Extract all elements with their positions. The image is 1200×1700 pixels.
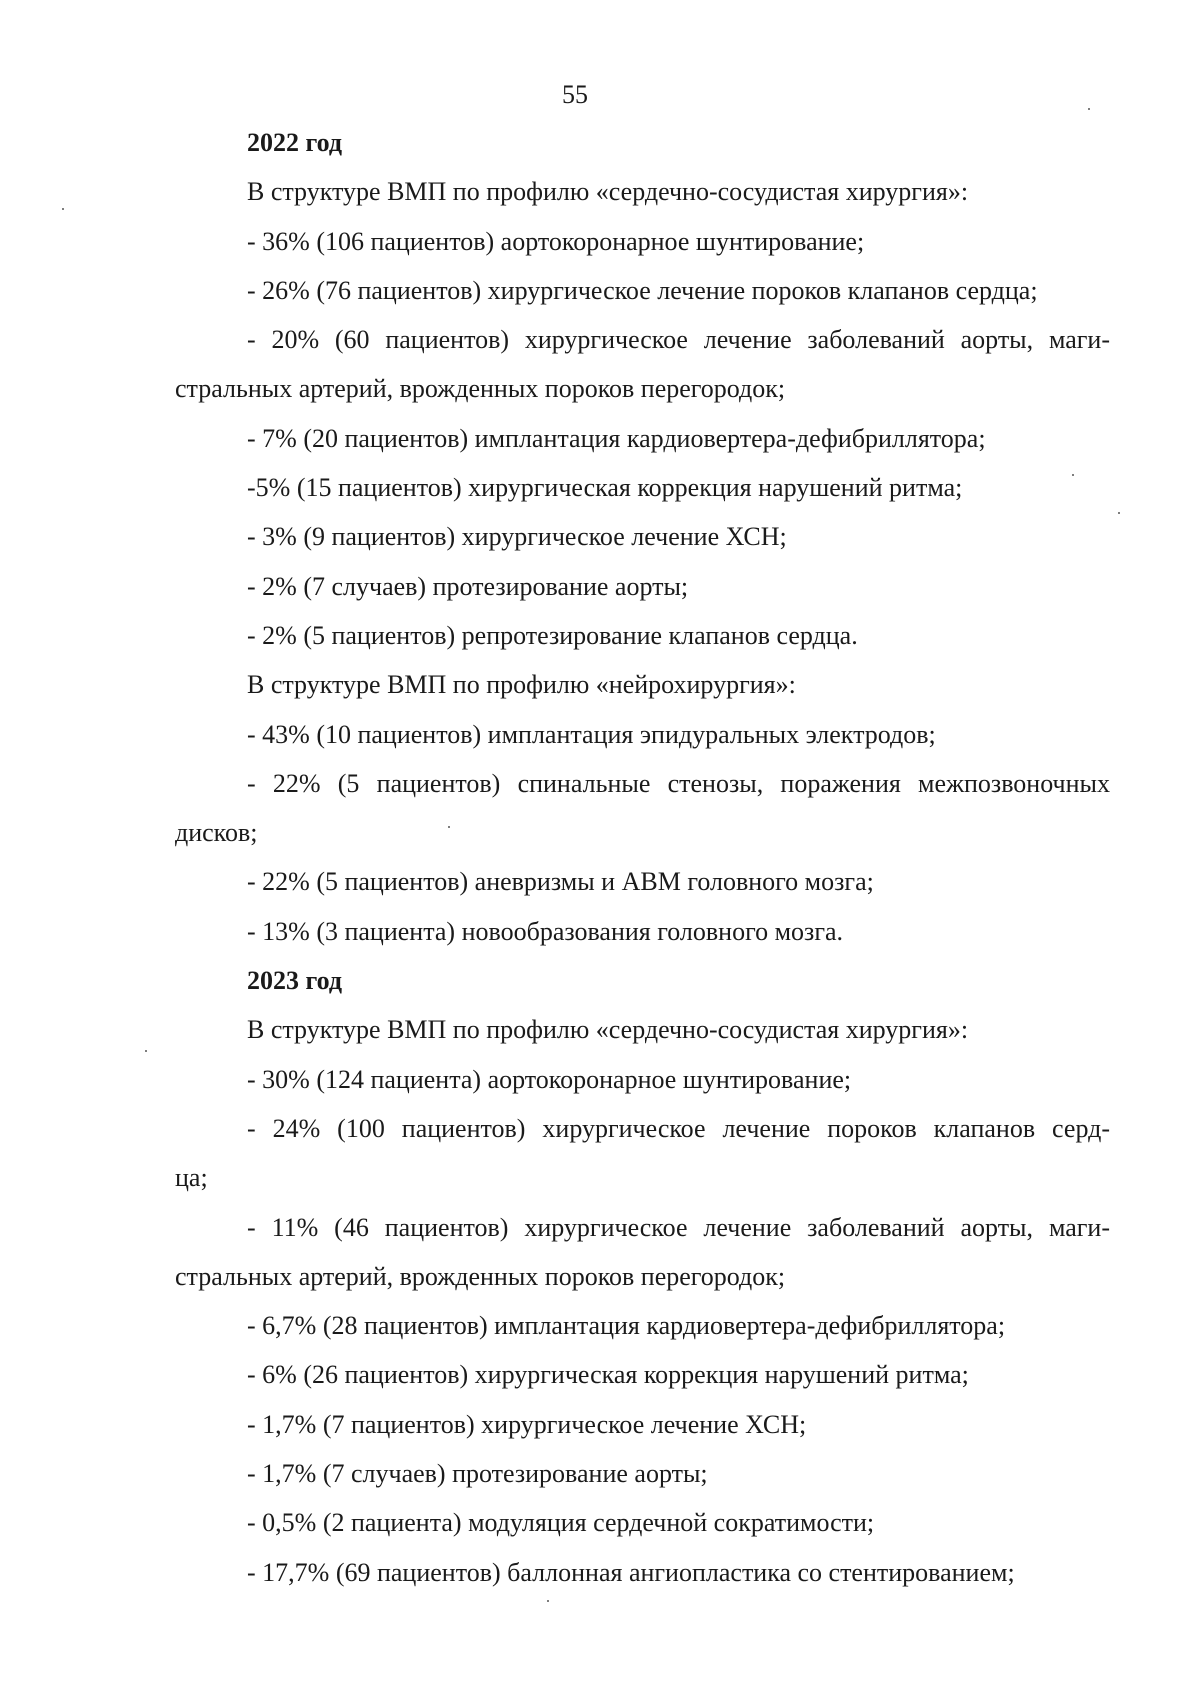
body-line: - 3% (9 пациентов) хирургическое лечение ХСН; bbox=[247, 522, 787, 552]
body-line: -5% (15 пациентов) хирургическая коррекция нарушений ритма; bbox=[247, 473, 963, 503]
body-line: В структуре ВМП по профилю «сердечно-сосудистая хирургия»: bbox=[247, 1015, 969, 1045]
body-line: - 26% (76 пациентов) хирургическое лечение пороков клапанов сердца; bbox=[247, 275, 1038, 305]
body-line-continuation: дисков; bbox=[175, 818, 258, 848]
body-line-continuation: стральных артерий, врожденных пороков перегородок; bbox=[175, 374, 786, 404]
body-line: - 6,7% (28 пациентов) имплантация кардиовертера-дефибриллятора; bbox=[247, 1311, 1006, 1341]
scan-speck bbox=[1118, 512, 1120, 514]
page-number bbox=[0, 78, 1200, 112]
body-line: В структуре ВМП по профилю «сердечно-сосудистая хирургия»: bbox=[247, 177, 969, 207]
scan-speck bbox=[448, 826, 450, 828]
body-line: - 1,7% (7 пациентов) хирургическое лечение ХСН; bbox=[247, 1409, 807, 1439]
body-line: - 7% (20 пациентов) имплантация кардиовертера-дефибриллятора; bbox=[247, 423, 986, 453]
body-line: - 6% (26 пациентов) хирургическая коррекция нарушений ритма; bbox=[247, 1360, 969, 1390]
section-heading: 2022 год bbox=[247, 128, 343, 157]
section-heading: 2023 год bbox=[247, 966, 343, 996]
scan-speck bbox=[1072, 474, 1074, 476]
body-line: - 30% (124 пациента) аортокоронарное шунтирование; bbox=[247, 1064, 852, 1094]
body-line: - 22% (5 пациентов) спинальные стенозы, поражения межпозвоночных bbox=[247, 768, 1110, 798]
body-line: - 2% (5 пациентов) репротезирование клапанов сердца. bbox=[247, 620, 858, 650]
body-line: В структуре ВМП по профилю «нейрохирургия»: bbox=[247, 670, 796, 700]
body-line: - 17,7% (69 пациентов) баллонная ангиопластика со стентированием; bbox=[247, 1557, 1015, 1587]
body-line: - 11% (46 пациентов) хирургическое лечение заболеваний аорты, маги- bbox=[247, 1212, 1110, 1242]
document-body bbox=[175, 118, 1110, 1597]
page-number-text: 55 bbox=[562, 80, 588, 109]
scan-speck bbox=[62, 208, 64, 210]
body-line: - 36% (106 пациентов) аортокоронарное шунтирование; bbox=[247, 226, 865, 256]
scan-speck bbox=[547, 1600, 549, 1602]
body-line: - 1,7% (7 случаев) протезирование аорты; bbox=[247, 1459, 708, 1489]
body-line: - 0,5% (2 пациента) модуляция сердечной сократимости; bbox=[247, 1508, 875, 1538]
body-line: - 22% (5 пациентов) аневризмы и АВМ головного мозга; bbox=[247, 867, 874, 897]
body-line: - 24% (100 пациентов) хирургическое лечение пороков клапанов серд- bbox=[247, 1113, 1110, 1143]
body-line: - 2% (7 случаев) протезирование аорты; bbox=[247, 571, 689, 601]
body-line: - 13% (3 пациента) новообразования головного мозга. bbox=[247, 916, 844, 946]
scan-speck bbox=[145, 1050, 147, 1052]
body-line: - 43% (10 пациентов) имплантация эпидуральных электродов; bbox=[247, 719, 936, 749]
body-line-continuation: ца; bbox=[175, 1163, 208, 1193]
body-line: - 20% (60 пациентов) хирургическое лечение заболеваний аорты, маги- bbox=[247, 325, 1110, 355]
body-line-continuation: стральных артерий, врожденных пороков перегородок; bbox=[175, 1261, 786, 1291]
scan-speck bbox=[1088, 108, 1090, 110]
